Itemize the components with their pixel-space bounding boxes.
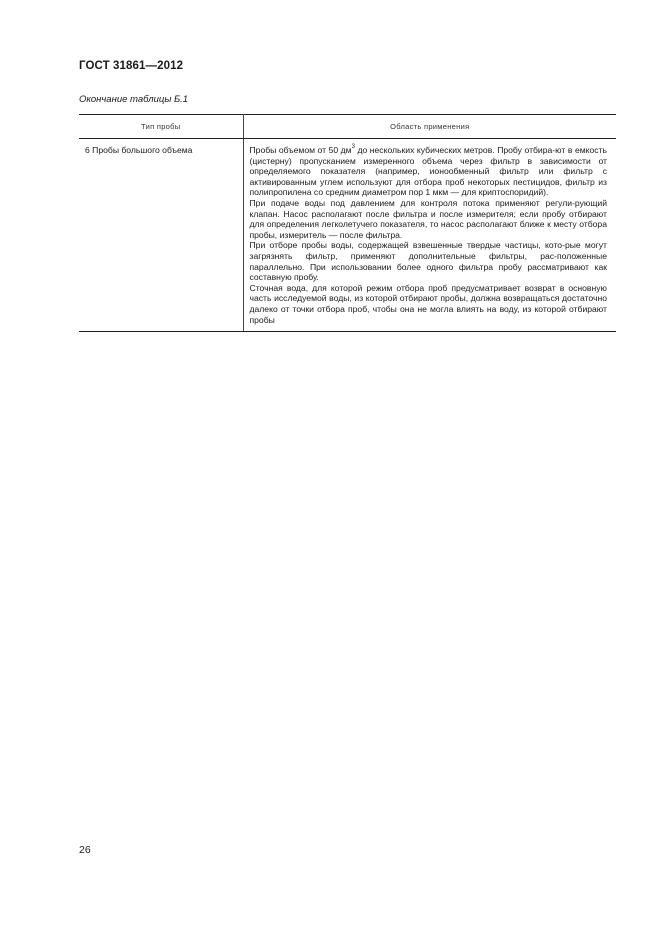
page-number: 26 — [79, 844, 91, 856]
document-header-standard: ГОСТ 31861—2012 — [79, 60, 184, 72]
paragraph-wastewater: Сточная вода, для которой режим отбора проб предусматривает возврат в основную часть исследуемой воды, из которой отбирают пробы, должна возвращаться достаточно далеко от точки отбора проб, чтобы она не могла влиять на воду, из которой отбирают пробы — [249, 282, 607, 325]
column-header-sample-type: Тип пробы — [79, 115, 243, 139]
paragraph-volume — [250, 145, 608, 198]
sampling-table — [79, 114, 616, 332]
unit-superscript: 3 — [351, 144, 355, 151]
paragraph-suspended-solids: При отборе пробы воды, содержащей взвешенные твердые частицы, кото-рые могут загрязнять фильтр, применяют дополнительные фильтры, рас-положенные параллельно. При использовании более одного фильтра пробу рассматривают как составную пробу. — [249, 240, 607, 283]
table-caption: Окончание таблицы Б.1 — [79, 94, 189, 105]
table-header-row — [79, 115, 616, 139]
table-row — [79, 139, 616, 332]
cell-sample-type: 6 Пробы большого объема — [79, 139, 243, 332]
cell-application-area — [243, 139, 616, 332]
paragraph-pressure: При подаче воды под давлением для контроля потока применяют регули-рующий клапан. Насос располагают после фильтра и после измерителя; если пробу отбирают для определения легколетучего показателя, то насос располагают ближе к месту отбора пробы, измеритель — после фильтра. — [249, 197, 607, 240]
paragraph-volume-start: Пробы объемом от 50 дм — [249, 145, 352, 155]
column-header-application-area: Область применения — [243, 115, 616, 139]
paragraph-volume-rest: до нескольких кубических метров. Пробу отбира-ют в емкость (цистерну) пропусканием измеренного объема через фильтр в зависимости от определяемого показателя (например, ионообменный фильтр или фильтр с активированным углем используют для отбора проб некоторых пестицидов, фильтр из полипропилена со средним диаметром пор 1 мкм — для криптоспоридий). — [249, 145, 607, 198]
